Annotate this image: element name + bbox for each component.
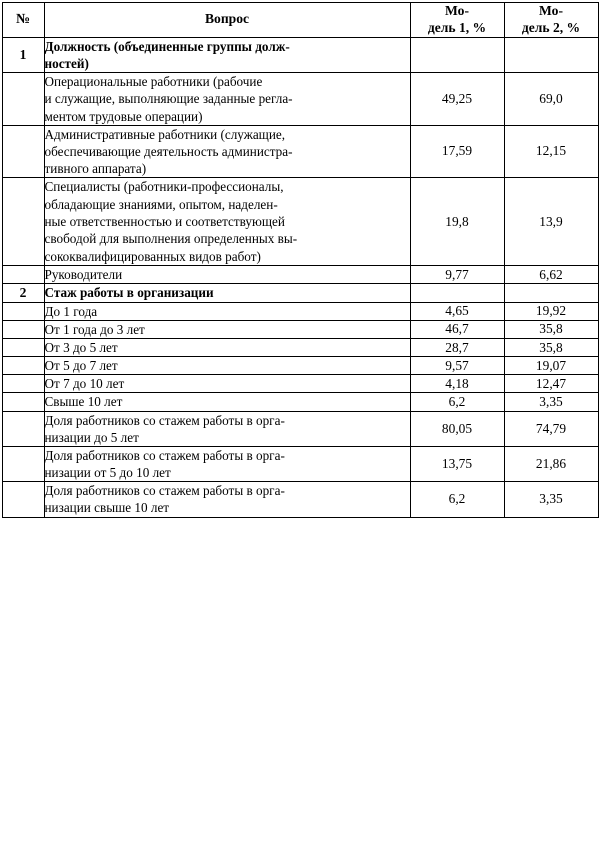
- row-question-line: От 7 до 10 лет: [44, 376, 125, 392]
- row-question-line: Стаж работы в организации: [44, 285, 214, 301]
- row-model-1: 4,18: [410, 375, 504, 393]
- row-number: [2, 302, 44, 320]
- row-question: [44, 482, 410, 517]
- row-question-line: Доля работников со стажем работы в орга-: [44, 447, 285, 463]
- row-question-line: ные ответственностью и соответствующей: [44, 214, 285, 230]
- row-model-1: [410, 37, 504, 72]
- row-question-line: ментом трудовые операции): [44, 108, 203, 124]
- header-model-2-line1: Мо-: [539, 3, 563, 18]
- row-question-line: низации от 5 до 10 лет: [44, 465, 171, 481]
- row-question-line: Специалисты (работники-профессионалы,: [44, 179, 284, 195]
- row-model-2: 69,0: [504, 73, 598, 125]
- row-model-1: 9,57: [410, 357, 504, 375]
- row-model-2: 21,86: [504, 446, 598, 481]
- row-question: [44, 178, 410, 266]
- row-question: [44, 73, 410, 125]
- row-model-2: 35,8: [504, 338, 598, 356]
- row-model-2: 12,47: [504, 375, 598, 393]
- row-question: [44, 266, 410, 284]
- row-question-line: низации до 5 лет: [44, 429, 139, 445]
- document-page: [0, 2, 600, 852]
- row-model-1: 6,2: [410, 393, 504, 411]
- row-model-1: 49,25: [410, 73, 504, 125]
- row-question: [44, 302, 410, 320]
- table-row: [2, 375, 598, 393]
- header-question: Вопрос: [44, 3, 410, 38]
- table-row: [2, 37, 598, 72]
- row-number: [2, 338, 44, 356]
- table-row: [2, 357, 598, 375]
- table-row: [2, 266, 598, 284]
- row-model-1: 19,8: [410, 178, 504, 266]
- row-question-line: Административные работники (служащие,: [44, 126, 286, 142]
- row-number: [2, 320, 44, 338]
- row-question: [44, 284, 410, 302]
- table-row: [2, 320, 598, 338]
- row-model-2: 13,9: [504, 178, 598, 266]
- row-model-2: 19,92: [504, 302, 598, 320]
- row-question-line: низации свыше 10 лет: [44, 500, 170, 516]
- header-model-1-line2: дель 1, %: [427, 19, 487, 35]
- row-model-1: 28,7: [410, 338, 504, 356]
- row-question-line: От 1 года до 3 лет: [44, 321, 145, 337]
- table-row: [2, 178, 598, 266]
- row-number: [2, 446, 44, 481]
- row-question: [44, 125, 410, 177]
- row-question: [44, 357, 410, 375]
- table-row: [2, 125, 598, 177]
- table-row: [2, 446, 598, 481]
- header-model-1: [410, 3, 504, 38]
- row-model-1: 80,05: [410, 411, 504, 446]
- row-question-line: Операциональные работники (рабочие: [44, 74, 263, 90]
- table-row: [2, 338, 598, 356]
- row-number: 2: [2, 284, 44, 302]
- table-row: [2, 482, 598, 517]
- row-model-2: 74,79: [504, 411, 598, 446]
- row-model-2: [504, 37, 598, 72]
- row-number: [2, 411, 44, 446]
- row-model-1: [410, 284, 504, 302]
- row-model-1: 13,75: [410, 446, 504, 481]
- row-number: [2, 266, 44, 284]
- row-model-1: 9,77: [410, 266, 504, 284]
- table-row: [2, 73, 598, 125]
- row-model-1: 17,59: [410, 125, 504, 177]
- row-question-line: Руководители: [44, 267, 123, 283]
- row-model-2: 35,8: [504, 320, 598, 338]
- header-model-2-line2: дель 2, %: [521, 19, 581, 35]
- row-number: [2, 393, 44, 411]
- row-question-line: От 5 до 7 лет: [44, 358, 118, 374]
- survey-results-table: [2, 2, 599, 518]
- row-question-line: Доля работников со стажем работы в орга-: [44, 483, 285, 499]
- row-number: [2, 482, 44, 517]
- row-question-line: От 3 до 5 лет: [44, 339, 118, 355]
- table-header-row: [2, 3, 598, 38]
- row-question-line: Должность (объединенные группы долж-: [44, 38, 290, 54]
- row-question: [44, 411, 410, 446]
- row-number: [2, 73, 44, 125]
- row-question-line: обладающие знаниями, опытом, наделен-: [44, 196, 278, 212]
- row-model-2: 6,62: [504, 266, 598, 284]
- row-question-line: сококвалифицированных видов работ): [44, 248, 261, 264]
- row-number: [2, 178, 44, 266]
- row-question-line: обеспечивающие деятельность администра-: [44, 143, 293, 159]
- row-question-line: тивного аппарата): [44, 161, 147, 177]
- row-number: 1: [2, 37, 44, 72]
- header-model-1-line1: Мо-: [445, 3, 469, 18]
- header-number: №: [2, 3, 44, 38]
- row-question-line: Свыше 10 лет: [44, 394, 123, 410]
- row-question: [44, 37, 410, 72]
- row-question-line: До 1 года: [44, 303, 98, 319]
- row-model-1: 4,65: [410, 302, 504, 320]
- row-model-2: 3,35: [504, 393, 598, 411]
- row-number: [2, 375, 44, 393]
- header-model-2: [504, 3, 598, 38]
- row-model-2: 3,35: [504, 482, 598, 517]
- row-number: [2, 125, 44, 177]
- row-model-1: 46,7: [410, 320, 504, 338]
- row-question-line: свободой для выполнения определенных вы-: [44, 231, 298, 247]
- table-row: [2, 411, 598, 446]
- row-model-2: 12,15: [504, 125, 598, 177]
- row-question-line: ностей): [44, 56, 89, 72]
- row-question-line: Доля работников со стажем работы в орга-: [44, 412, 285, 428]
- row-number: [2, 357, 44, 375]
- table-row: [2, 393, 598, 411]
- row-question: [44, 338, 410, 356]
- row-model-2: 19,07: [504, 357, 598, 375]
- row-question: [44, 446, 410, 481]
- row-model-2: [504, 284, 598, 302]
- row-question: [44, 393, 410, 411]
- row-model-1: 6,2: [410, 482, 504, 517]
- row-question: [44, 375, 410, 393]
- table-row: [2, 302, 598, 320]
- row-question: [44, 320, 410, 338]
- row-question-line: и служащие, выполняющие заданные регла-: [44, 91, 293, 107]
- table-row: [2, 284, 598, 302]
